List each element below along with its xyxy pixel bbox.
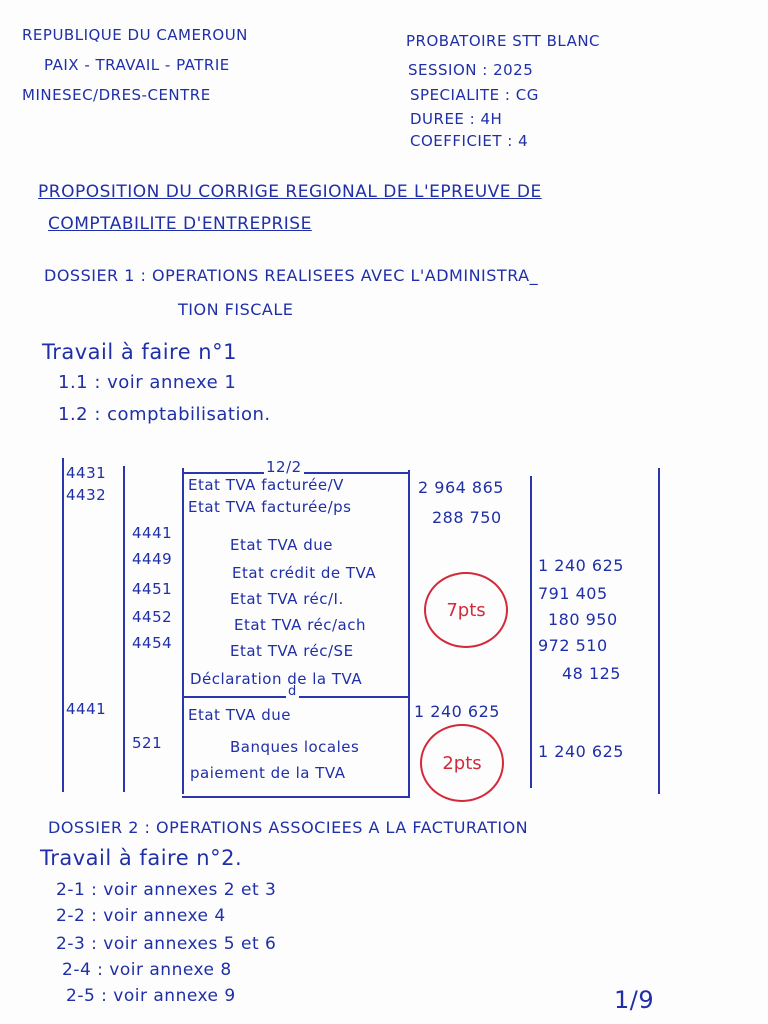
credit-amount: 180 950 — [548, 610, 618, 629]
entry2-score-text: 2pts — [442, 752, 482, 774]
credit-amount: 1 240 625 — [538, 556, 624, 575]
exam-duration: DUREE : 4H — [410, 110, 503, 128]
task1-item: 1.2 : comptabilisation. — [58, 404, 271, 425]
credit-account: 521 — [132, 734, 163, 752]
entry-label: paiement de la TVA — [190, 764, 346, 782]
entry2-date: d — [288, 684, 297, 699]
document-title-line1: PROPOSITION DU CORRIGE REGIONAL DE L'EPREUVE DE — [38, 182, 542, 202]
exam-speciality: SPECIALITE : CG — [410, 86, 539, 104]
entry-label: Etat TVA réc/ach — [234, 616, 367, 634]
entry-label: Etat TVA réc/SE — [230, 642, 354, 660]
exam-coefficient: COEFFICIET : 4 — [410, 132, 529, 150]
header-country: REPUBLIQUE DU CAMEROUN — [22, 26, 248, 44]
task2-item: 2-4 : voir annexe 8 — [62, 960, 232, 980]
entry1-score-text: 7pts — [446, 599, 486, 621]
credit-account: 4454 — [132, 634, 173, 652]
credit-account: 4452 — [132, 608, 173, 626]
task1-item: 1.1 : voir annexe 1 — [58, 372, 237, 393]
entry1-score — [424, 572, 508, 648]
entry-label: Banques locales — [230, 738, 360, 756]
entry-label: Etat TVA due — [230, 536, 333, 554]
exam-session: SESSION : 2025 — [408, 61, 534, 79]
entry-label: Etat TVA facturée/ps — [188, 498, 352, 516]
debit-amount: 288 750 — [432, 508, 502, 527]
entry-label: Etat TVA facturée/V — [188, 476, 344, 494]
credit-amount: 48 125 — [562, 664, 621, 683]
credit-amount: 972 510 — [538, 636, 608, 655]
debit-account: 4432 — [66, 486, 107, 504]
credit-account: 4441 — [132, 524, 173, 542]
exam-name: PROBATOIRE STT BLANC — [406, 32, 601, 50]
dossier1-title-cont: TION FISCALE — [178, 300, 294, 319]
task2-item: 2-2 : voir annexe 4 — [56, 906, 226, 926]
credit-account: 4449 — [132, 550, 173, 568]
debit-amount: 2 964 865 — [418, 478, 504, 497]
header-motto: PAIX - TRAVAIL - PATRIE — [44, 56, 230, 74]
dossier1-title: DOSSIER 1 : OPERATIONS REALISEES AVEC L'ADMINISTRA_ — [44, 266, 539, 285]
task2-title: Travail à faire n°2. — [40, 846, 243, 870]
credit-amount: 791 405 — [538, 584, 608, 603]
credit-amount: 1 240 625 — [538, 742, 624, 761]
debit-account: 4431 — [66, 464, 107, 482]
entry-label: Etat TVA due — [188, 706, 291, 724]
dossier2-title: DOSSIER 2 : OPERATIONS ASSOCIEES A LA FACTURATION — [48, 818, 529, 837]
credit-account: 4451 — [132, 580, 173, 598]
task2-item: 2-1 : voir annexes 2 et 3 — [56, 880, 277, 900]
entry1-date: 12/2 — [266, 458, 302, 476]
entry-label: Etat crédit de TVA — [232, 564, 377, 582]
debit-account: 4441 — [66, 700, 107, 718]
task1-title: Travail à faire n°1 — [42, 340, 237, 364]
document-title-line2: COMPTABILITE D'ENTREPRISE — [48, 214, 312, 234]
page-number: 1/9 — [614, 986, 655, 1014]
entry-label: Etat TVA réc/I. — [230, 590, 344, 608]
entry-label: Déclaration de la TVA — [190, 670, 363, 688]
task2-item: 2-3 : voir annexes 5 et 6 — [56, 934, 277, 954]
task2-item: 2-5 : voir annexe 9 — [66, 986, 236, 1006]
entry2-score — [420, 724, 504, 802]
debit-amount: 1 240 625 — [414, 702, 500, 721]
header-ministry: MINESEC/DRES-CENTRE — [22, 86, 211, 104]
